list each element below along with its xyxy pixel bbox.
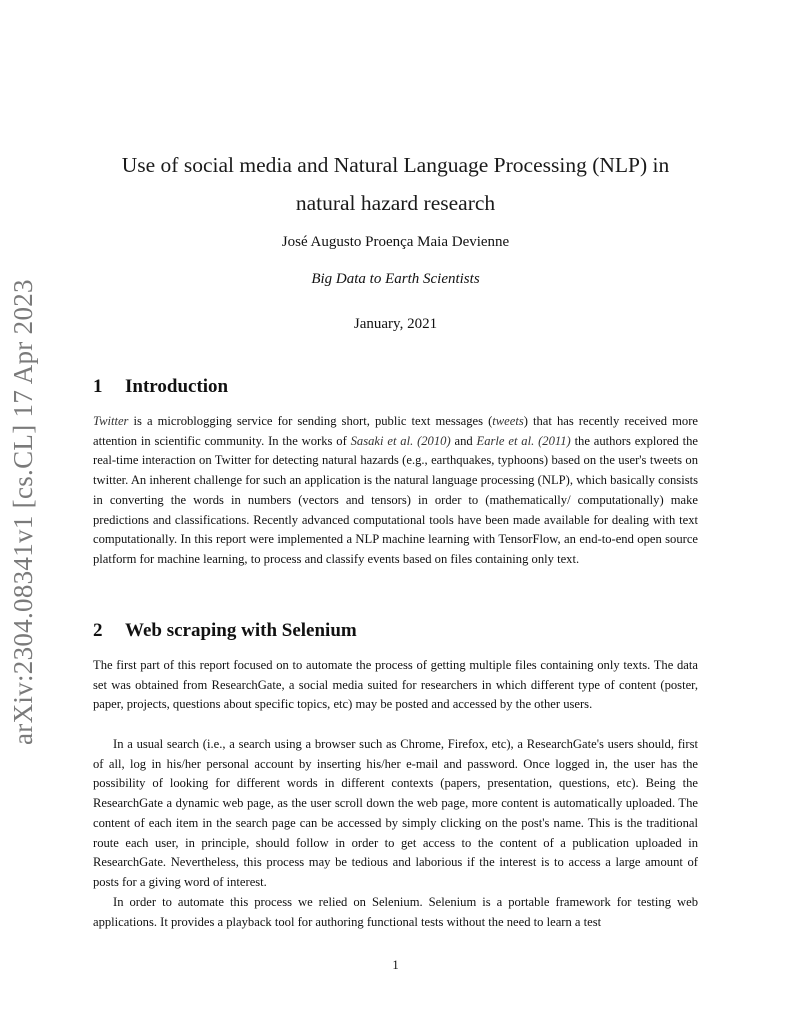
section-number: 1 xyxy=(93,376,103,397)
section-heading-web-scraping xyxy=(93,620,357,642)
title-line-2: natural hazard research xyxy=(295,191,496,215)
title-line-1: Use of social media and Natural Language Processing (NLP) in xyxy=(121,153,670,177)
web-scraping-paragraph-2: In a usual search (i.e., a search using a browser such as Chrome, Firefox, etc), a ResearchGate's users should, first of all, log in his/her personal account by inserting his/her e-mail and password. Once logged in, the user has the possibility of looking for different words in different contexts (papers, presentation, questions, etc). Being the ResearchGate a dynamic web page, as the user scroll down the web page, more content is automatically uploaded. The content of each item in the search page can be accessed by simply clicking on the post's name. This is the traditional route each user, in principle, should follow in order to get access to the content of a publication uploaded in ResearchGate. Nevertheless, this process may be tedious and laborious if the interest is to access a large amount of posts for a giving word of interest. xyxy=(93,737,698,889)
publication-date: January, 2021 xyxy=(353,316,438,332)
section-title: Introduction xyxy=(125,376,229,397)
tweets-term: tweets xyxy=(492,414,524,428)
arxiv-identifier: arXiv:2304.08341v1 [cs.CL] 17 Apr 2023 xyxy=(8,279,38,745)
text-span: the authors explored the real-time interaction on Twitter for detecting natural hazards (e.g., earthquakes, typhoons) based on the user's tweets on twitter. An inherent challenge for such an application is the natural language processing (NLP), which basically consists in converting the words in numbers (vectors and tensors) in order to (mathematically/ computationally) make predictions and classifications. Recently advanced computational tools have been made available for dealing with text computationally. In this report were implemented a NLP machine learning with TensorFlow, an end-to-end open source platform for machine learning, to process and classify events based on files containing only text. xyxy=(93,433,698,566)
text-span: and xyxy=(450,433,477,448)
section-number: 2 xyxy=(93,620,103,641)
text-span: is a microblogging service for sending short, public text messages ( xyxy=(128,414,493,428)
web-scraping-paragraph-1: The first part of this report focused on to automate the process of getting multiple files containing only texts. The data set was obtained from ResearchGate, a social media suited for researchers in which different type of content (poster, paper, projects, questions about specific topics, etc) may be posted and accessed by the other users. xyxy=(93,658,698,712)
author-affiliation: Big Data to Earth Scientists xyxy=(311,271,480,287)
author-name: José Augusto Proença Maia Devienne xyxy=(281,234,510,250)
section-heading-introduction xyxy=(93,376,228,398)
web-scraping-paragraph-3: In order to automate this process we relied on Selenium. Selenium is a portable framework for testing web applications. It provides a playback tool for authoring functional tests without the need to learn a test xyxy=(93,895,698,929)
twitter-term: Twitter xyxy=(93,414,129,428)
section-title: Web scraping with Selenium xyxy=(125,620,357,641)
text-span: ) that has recently received more attention in scientific community. In the works of xyxy=(93,414,698,448)
introduction-paragraph xyxy=(93,412,698,570)
page-number: 1 xyxy=(392,958,399,972)
citation-earle: Earle et al. (2011) xyxy=(476,433,571,448)
paper-title xyxy=(93,146,698,222)
citation-sasaki: Sasaki et al. (2010) xyxy=(350,433,451,448)
